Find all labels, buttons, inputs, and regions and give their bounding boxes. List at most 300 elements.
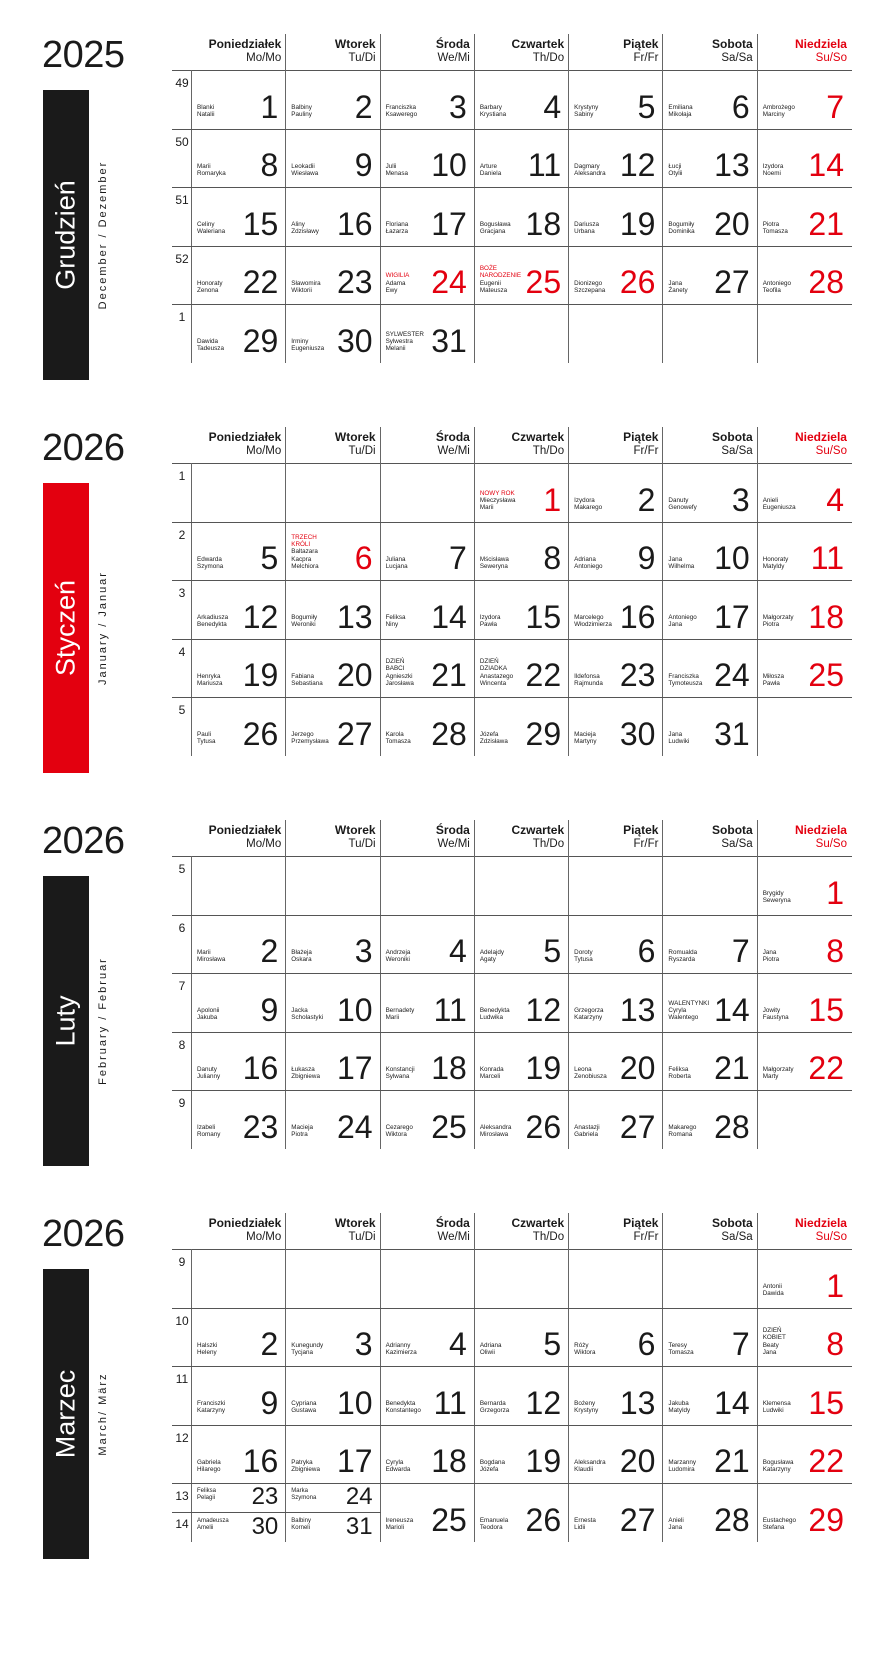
day-number: 15 [808,991,844,1028]
name-day: Jana [668,621,683,629]
name-day: Pauli [197,731,212,739]
weekday-short: We/Mi [437,838,470,850]
day-cell [569,522,663,581]
month-subtitle: December / Dezember [97,160,109,310]
day-number: 3 [354,1326,373,1362]
day-names [291,673,323,687]
day-cell [381,304,475,363]
day-number: 24 [345,1483,373,1511]
day-names [197,1488,216,1502]
weekday-header [192,820,286,856]
weekday-header [286,820,380,856]
day-cell [569,639,663,698]
name-day: Cyryla [668,1007,687,1015]
day-names [574,221,599,235]
day-cell [569,973,663,1032]
name-day: Izydora [762,162,784,170]
name-day: Lidii [574,1524,586,1532]
name-day: Dawida [197,338,218,346]
day-number: 7 [731,933,750,969]
month-block-3 [0,1213,886,1558]
day-names [668,673,702,687]
day-number: 17 [336,1443,373,1479]
day-cell [381,522,475,581]
day-cell [286,187,380,246]
day-number: 8 [826,1326,844,1362]
name-day: Krystiana [479,111,507,119]
day-number: 21 [431,657,467,693]
name-day: Cyryla [385,1458,404,1466]
day-names [197,731,216,745]
day-cell [286,973,380,1032]
name-day: Tymoteusza [668,679,703,687]
weekday-header [286,1213,380,1249]
weekday-short: We/Mi [437,1231,470,1243]
weekday-short: We/Mi [437,445,470,457]
day-number: 1 [826,874,844,911]
day-cell [475,639,569,698]
name-day: Halszki [197,1341,218,1349]
name-day: Jacka [291,1007,308,1015]
name-day: Pauliny [291,111,312,119]
name-day: Agaty [479,955,496,963]
name-day: Ewy [385,286,398,294]
name-day: Beaty [762,1341,779,1349]
name-day: Tomasza [668,1348,694,1356]
name-day: Żanety [668,286,688,294]
day-number: 10 [336,1384,373,1421]
weekday-name: Środa [435,430,470,444]
day-number: 13 [714,147,750,183]
name-day: Wilhelma [668,562,695,570]
day-names [291,104,312,118]
weekday-name: Środa [435,1216,470,1230]
name-day: Tycjana [291,1348,313,1356]
day-cell [192,70,286,129]
day-number: 11 [810,540,844,576]
name-day: Marii [385,1014,400,1022]
name-day: Anieli [762,497,779,505]
day-number: 9 [260,1384,279,1421]
name-day: Antonii [762,1283,782,1291]
name-day: Anastazego [479,672,514,680]
day-names [291,1007,323,1021]
day-cell [381,1032,475,1091]
week-number: 8 [178,1037,186,1052]
day-cell [286,915,380,974]
name-day: Anastazji [574,1124,600,1132]
name-day: Wincenta [479,679,507,687]
day-names [574,1400,598,1414]
weekday-name: Poniedziałek [208,430,282,444]
name-day: Zenona [197,286,219,294]
weekday-short: Sa/Sa [721,1231,753,1243]
day-names [668,949,697,963]
day-cell [192,522,286,581]
weekday-name: Wtorek [334,430,376,444]
day-names [291,614,317,628]
day-cell [192,1425,286,1484]
name-day: Sylwana [385,1072,410,1080]
name-day: Matyldy [762,562,785,570]
day-number: 10 [431,147,467,183]
day-cell [663,1090,757,1149]
day-number: 28 [431,715,467,752]
day-cell [286,1308,380,1367]
day-cell [381,1308,475,1367]
day-cell [475,129,569,188]
day-names [668,163,682,177]
day-names [763,1517,796,1531]
day-cell [758,70,852,129]
day-cell [569,1425,663,1484]
name-day: Ludwika [479,1014,503,1022]
day-cell [286,70,380,129]
day-names [668,556,694,570]
day-cell [381,187,475,246]
name-day: Gustawa [291,1407,317,1415]
name-day: Dominika [668,228,695,236]
event-label: DZIEŃ [762,1327,782,1335]
name-day: Szczepana [574,286,606,294]
day-names [763,1283,784,1297]
name-day: Oskara [291,955,312,963]
day-number: 19 [525,1050,562,1086]
weekday-short: Fr/Fr [633,838,659,850]
weekday-short: Sa/Sa [721,445,753,457]
name-day: Dionizego [574,279,603,287]
day-cell [381,1090,475,1149]
month-grid [172,1213,852,1543]
day-number: 30 [251,1512,279,1540]
day-number: 9 [354,147,373,183]
week-number: 1 [178,310,186,324]
name-day: Adriana [574,555,596,563]
day-cell [569,463,663,522]
day-number: 27 [336,715,373,752]
name-day: Jana [668,1524,683,1532]
day-number: 18 [431,1050,467,1086]
weekday-short: Tu/Di [348,1231,376,1243]
week-number: 14 [175,1517,189,1531]
weekday-name: Czwartek [511,1216,565,1230]
day-names [197,1400,225,1414]
name-day: Otylii [668,169,683,177]
weekday-short: Su/So [815,1231,847,1243]
day-number: 23 [251,1483,279,1511]
day-names [480,658,513,687]
weekday-name: Czwartek [511,37,565,51]
name-day: Sławomira [291,279,321,287]
name-day: Konstantego [385,1407,421,1415]
day-names [386,1400,421,1414]
name-day: Pawła [762,679,780,687]
event-label: DZIEŃ [479,658,499,666]
weekday-short: Th/Do [532,1231,565,1243]
day-number: 5 [543,933,562,969]
day-names [763,163,784,177]
name-day: Szymona [291,1495,317,1502]
day-number: 24 [714,657,750,693]
holiday-label: WIGILIA [385,272,410,280]
day-cell [286,1090,380,1149]
name-day: Szymona [197,562,224,570]
day-names [197,614,228,628]
name-day: Gracjana [479,228,506,236]
day-names [668,614,696,628]
day-cell [758,463,852,522]
name-day: Tomasza [385,738,411,746]
name-day: Irminy [291,338,309,346]
weekday-name: Sobota [712,37,753,51]
week-number: 4 [178,644,186,659]
name-day: Aliny [291,221,305,229]
day-names [480,1342,502,1356]
day-names [197,1342,217,1356]
weekday-header [475,427,569,463]
event-label: SYLWESTER [385,330,424,338]
day-cell [663,1425,757,1484]
day-number: 29 [808,1501,844,1538]
day-cell [758,1308,852,1367]
name-day: Marioli [385,1524,405,1532]
name-day: Marka [291,1488,308,1495]
day-names [763,497,796,511]
name-day: Jana [668,279,683,287]
name-day: Marii [197,948,211,956]
day-number: 17 [431,205,467,242]
week-number: 11 [175,1372,189,1386]
day-number: 7 [731,1326,750,1362]
day-cell [192,187,286,246]
name-day: Honoraty [762,555,789,563]
day-names [291,1518,311,1532]
weekday-header [663,1213,757,1249]
day-cell [758,1366,852,1425]
day-cell [758,580,852,639]
day-cell [475,246,569,305]
day-names [386,272,410,294]
day-number: 26 [242,715,279,752]
day-number: 4 [826,481,844,518]
day-cell [663,129,757,188]
weekday-short: Th/Do [532,445,565,457]
day-cell [475,580,569,639]
name-day: Bogdana [479,1458,506,1466]
day-names [574,949,593,963]
day-names [763,1007,789,1021]
weekday-header [381,820,475,856]
week-number: 13 [175,1489,189,1503]
event-label: BABCI [385,665,405,673]
day-names [668,1400,690,1414]
day-cell [381,1366,475,1425]
day-cell [663,1366,757,1425]
day-number: 25 [431,1501,467,1538]
name-day: Kazimierza [385,1348,417,1356]
day-cell [475,697,569,756]
weekday-header [569,1213,663,1249]
weekday-short: Su/So [815,445,847,457]
day-names [291,280,320,294]
name-day: Wiktora [385,1131,407,1139]
day-number: 2 [260,1326,279,1362]
name-day: Emanuela [479,1517,509,1525]
name-day: Tytusa [574,955,593,963]
day-names [386,949,411,963]
name-day: Karola [385,731,404,739]
day-names [574,1459,606,1473]
day-number: 25 [525,264,562,300]
name-day: Celiny [197,221,215,229]
event-label: WALENTYNKI [668,999,710,1007]
name-day: Aleksandra [479,1124,512,1132]
day-names [197,221,225,235]
name-day: Krystyny [574,104,599,112]
day-names [197,1007,219,1021]
day-cell [286,129,380,188]
name-day: Marceli [479,1072,501,1080]
holiday-label: TRZECH [291,534,317,541]
day-names [197,280,223,294]
day-names [197,1518,229,1532]
day-names [480,1517,508,1531]
name-day: Włodzimierza [574,621,612,629]
name-day: Wiktora [574,1348,596,1356]
day-number: 14 [714,1384,750,1421]
name-day: Izabeli [197,1124,216,1132]
weekday-header [758,1213,852,1249]
day-number: 21 [714,1443,750,1479]
day-number: 6 [354,540,373,576]
name-day: Franciszki [197,1400,226,1408]
name-day: Mateusza [479,286,508,294]
name-day: Teofila [762,286,781,294]
weekday-name: Środa [435,37,470,51]
holiday-label: BOŻE [479,265,497,273]
day-names [763,104,795,118]
day-number: 31 [345,1512,373,1540]
day-cell [569,1032,663,1091]
name-day: Benedykta [197,621,227,629]
name-day: Ildefonsa [574,672,600,680]
day-names [480,1066,504,1080]
name-day: Aleksandra [574,169,606,177]
name-day: Ireneusza [385,1517,414,1525]
day-names [291,1459,320,1473]
day-number: 14 [431,598,467,635]
weekday-name: Środa [435,823,470,837]
name-day: Jana [762,948,777,956]
name-day: Benedykta [479,1007,510,1015]
name-day: Katarzyny [574,1014,603,1022]
day-names [386,1124,413,1138]
day-number: 15 [242,205,279,242]
name-day: Tomasza [762,228,788,236]
year-label: 2026 [42,1213,125,1255]
day-number: 5 [637,88,656,125]
name-day: Marii [197,162,211,170]
name-day: Ludwiki [668,738,690,746]
week-number: 52 [175,251,189,266]
name-day: Zbigniewa [291,1465,320,1473]
day-number: 20 [336,657,373,693]
day-number: 18 [525,205,562,242]
name-day: Romana [668,1131,693,1139]
name-day: Konrada [479,1065,504,1073]
day-names [668,221,694,235]
day-cell [758,1249,852,1308]
name-day: Eugeniusza [762,504,796,512]
weekday-name: Sobota [712,1216,753,1230]
day-number: 22 [808,1443,844,1479]
holiday-label: NARODZENIE [479,272,522,280]
weekday-short: Mo/Mo [246,838,282,850]
name-day: Izydora [479,614,501,622]
day-cell [192,639,286,698]
name-day: Mariusza [197,679,223,687]
name-day: Adrianny [385,1341,411,1349]
name-day: Balbiny [291,104,312,112]
day-names [386,1517,414,1531]
day-names [386,1459,411,1473]
day-names [291,163,318,177]
day-number: 7 [449,540,467,576]
day-cell [192,973,286,1032]
day-names [386,658,414,687]
name-day: Fabiana [291,672,315,680]
day-cell [286,304,380,363]
name-day: Marcelego [574,614,604,622]
weekday-short: Fr/Fr [633,52,659,64]
day-number: 17 [714,598,750,635]
name-day: Floriana [385,221,409,229]
weekday-header [475,820,569,856]
name-day: Makarego [668,1124,697,1132]
day-names [574,673,603,687]
day-number: 25 [808,657,844,693]
day-number: 25 [431,1108,467,1145]
name-day: Scholastyki [291,1014,324,1022]
name-day: Sylwestra [385,338,413,346]
month-name: Marzec [50,1369,81,1459]
name-day: Mścisława [479,555,509,563]
day-cell [475,915,569,974]
day-cell [381,129,475,188]
month-grid [172,427,852,757]
day-number: 27 [619,1501,656,1538]
day-cell [192,246,286,305]
holiday-label: KRÓLI [291,541,311,549]
day-number: 1 [826,1267,844,1304]
name-day: Henryka [197,672,221,680]
name-day: Piotra [291,1131,308,1139]
name-day: Franciszka [668,672,699,680]
month-block-1 [0,427,886,772]
day-number: 22 [525,657,562,693]
day-names [574,1124,600,1138]
month-block-0 [0,34,886,379]
name-day: Ambrożego [762,104,795,112]
day-number: 6 [731,88,750,125]
day-cell [381,639,475,698]
month-grid [172,34,852,364]
day-number: 30 [619,715,656,752]
day-number: 20 [619,1443,656,1479]
day-names [763,280,791,294]
day-number: 27 [714,264,750,300]
day-cell [475,187,569,246]
